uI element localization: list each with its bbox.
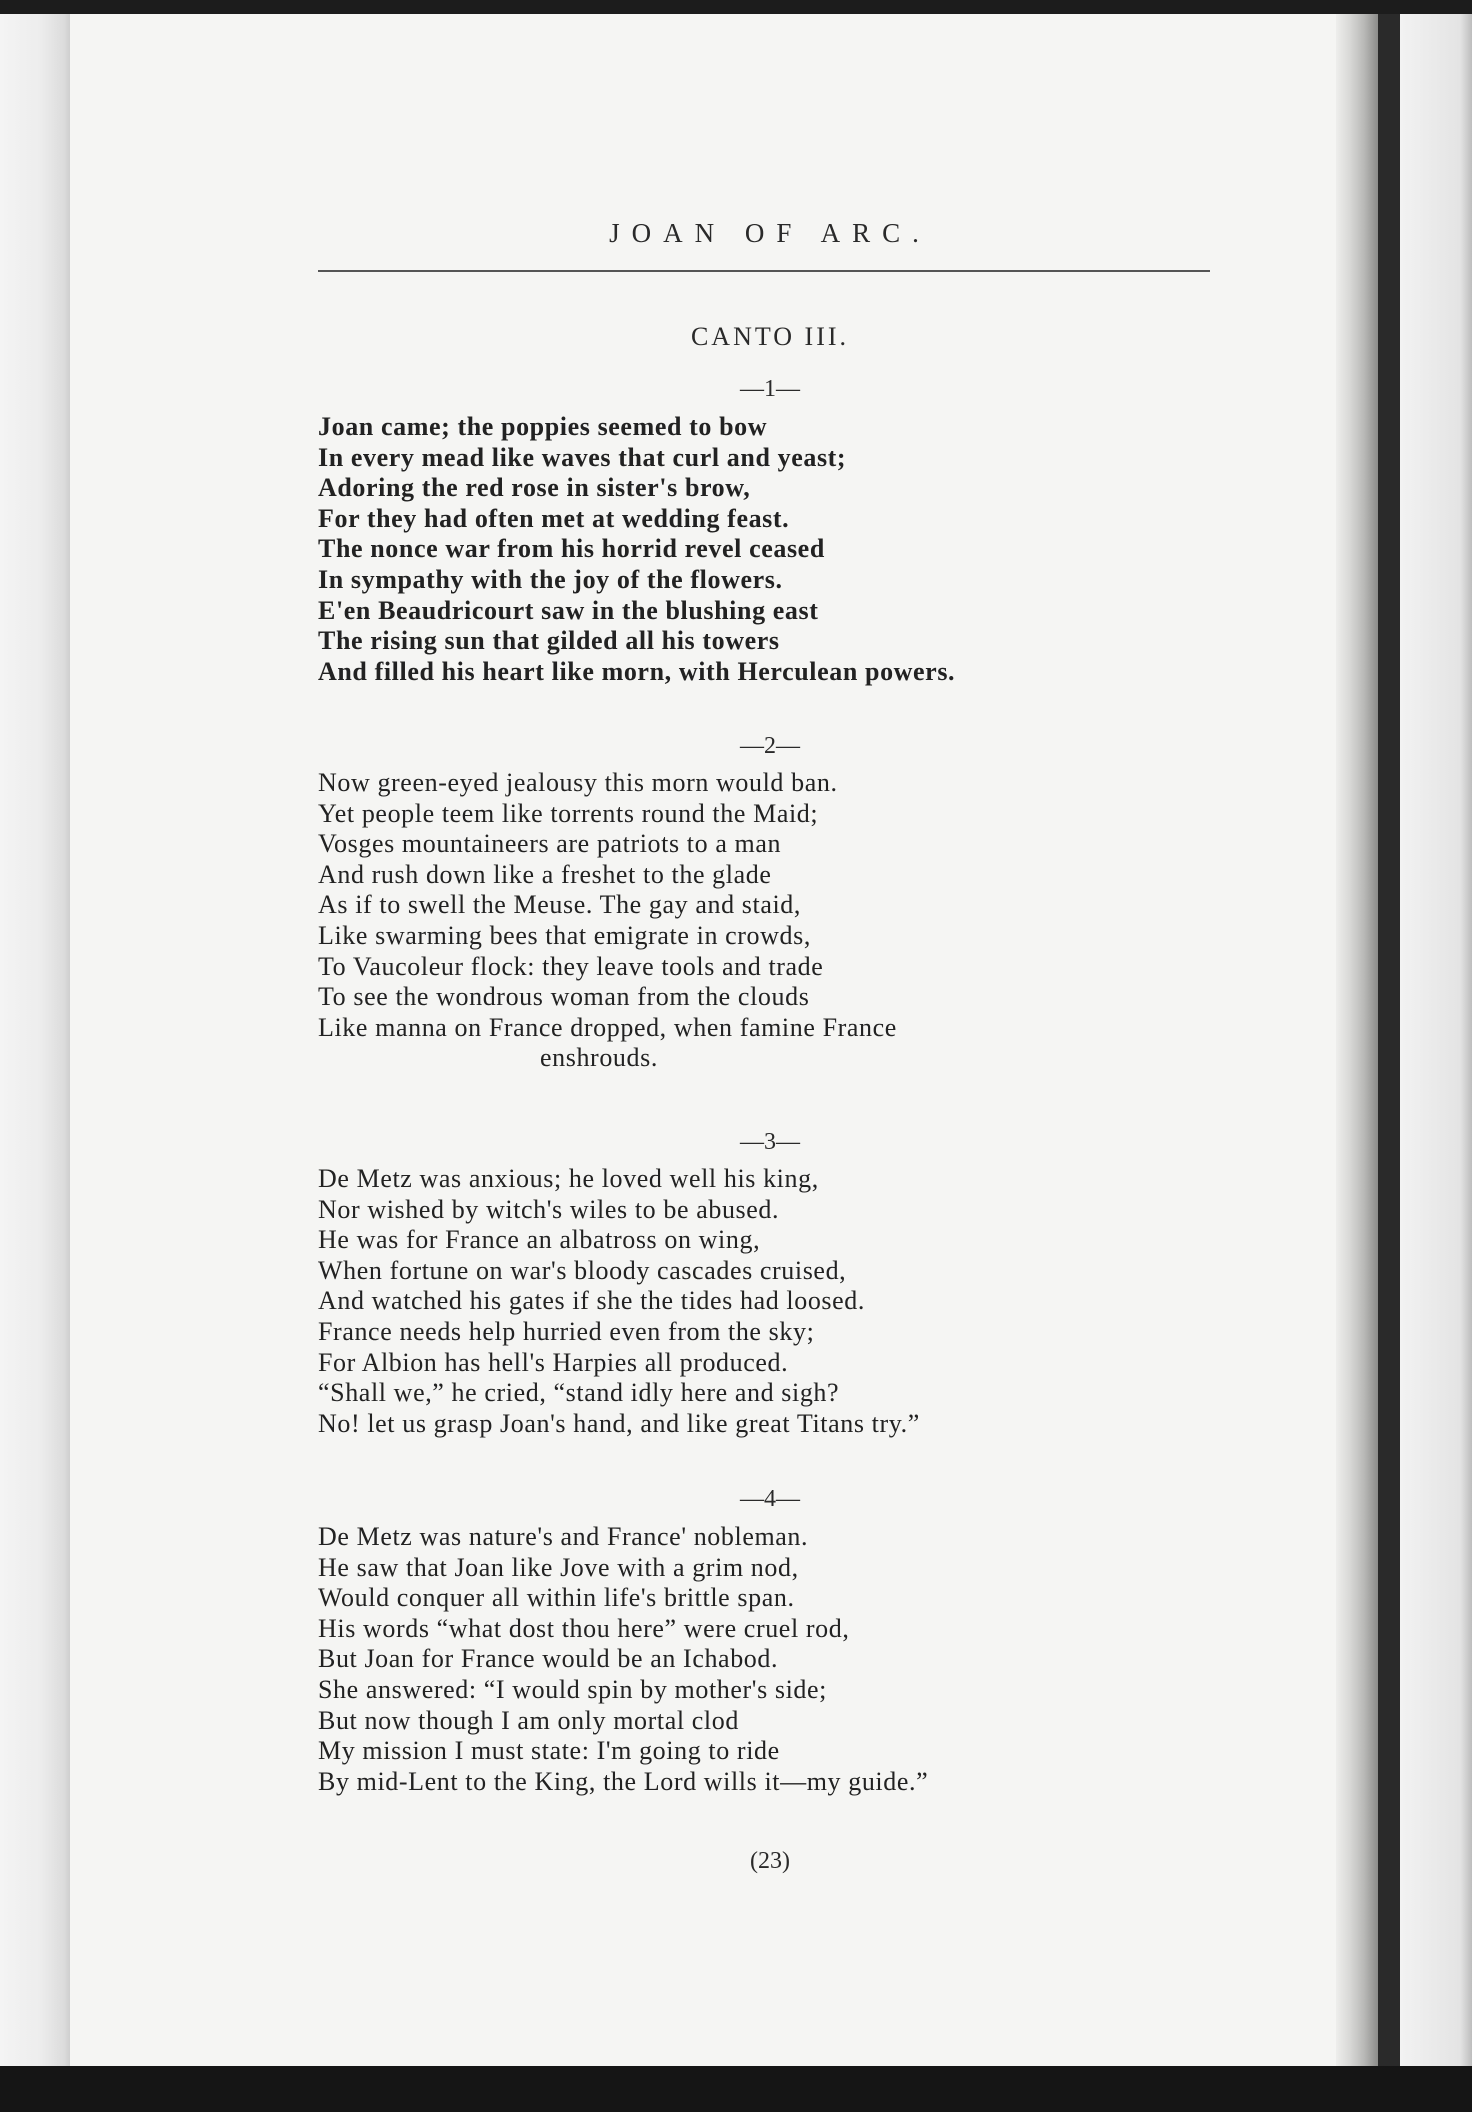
page-left-edge [0, 14, 70, 2066]
verse-line: De Metz was nature's and France' nobleman. [318, 1522, 809, 1551]
running-head: JOAN OF ARC. [609, 218, 931, 248]
verse-line: Nor wished by witch's wiles to be abused. [318, 1194, 780, 1224]
verse-line: Like manna on France dropped, when famine France [318, 1012, 897, 1042]
scan-bottom-border [0, 2066, 1472, 2112]
facing-page-edge [1400, 14, 1472, 2066]
stanza-1 [318, 412, 1198, 687]
page-number: (23) [750, 1848, 790, 1874]
verse-line: She answered: “I would spin by mother's side; [318, 1674, 827, 1704]
verse-line: Adoring the red rose in sister's brow, [318, 473, 751, 503]
verse-line: And filled his heart like morn, with Herculean powers. [318, 656, 956, 686]
verse-line: E'en Beaudricourt saw in the blushing east [318, 595, 819, 625]
header-rule [318, 270, 1210, 272]
verse-line: Now green-eyed jealousy this morn would ban. [318, 768, 838, 797]
verse-line: When fortune on war's bloody cascades cruised, [318, 1255, 847, 1285]
stanza-4 [318, 1522, 1198, 1797]
verse-line: Joan came; the poppies seemed to bow [318, 412, 768, 441]
verse-line: Vosges mountaineers are patriots to a man [318, 829, 782, 859]
stanza-3 [318, 1164, 1198, 1439]
canto-title: CANTO III. [690, 322, 850, 351]
stanza-number: —3— [740, 1129, 800, 1155]
stanza-2 [318, 768, 1198, 1074]
verse-line: To see the wondrous woman from the clouds [318, 982, 810, 1012]
verse-line: My mission I must state: I'm going to ride [318, 1736, 780, 1766]
verse-line: He saw that Joan like Jove with a grim nod, [318, 1552, 799, 1582]
verse-line: Like swarming bees that emigrate in crowds, [318, 920, 811, 950]
verse-line: By mid-Lent to the King, the Lord wills it—my guide.” [318, 1766, 929, 1796]
verse-line: In sympathy with the joy of the flowers. [318, 564, 783, 594]
verse-line: For Albion has hell's Harpies all produced. [318, 1347, 789, 1377]
verse-line: His words “what dost thou here” were cruel rod, [318, 1613, 850, 1643]
verse-line: But Joan for France would be an Ichabod. [318, 1644, 779, 1674]
verse-line: France needs help hurried even from the sky; [318, 1316, 815, 1346]
verse-line: Would conquer all within life's brittle span. [318, 1583, 795, 1613]
verse-line: And rush down like a freshet to the glade [318, 859, 772, 889]
stanza-number: —2— [740, 733, 800, 759]
verse-line: As if to swell the Meuse. The gay and staid, [318, 890, 801, 920]
gutter-shadow [1336, 14, 1378, 2066]
verse-line: In every mead like waves that curl and yeast; [318, 442, 847, 472]
verse-line: No! let us grasp Joan's hand, and like great Titans try.” [318, 1408, 920, 1438]
verse-line: The nonce war from his horrid revel ceased [318, 534, 825, 564]
scan-top-border [0, 0, 1472, 14]
verse-line: To Vaucoleur flock: they leave tools and trade [318, 951, 824, 981]
verse-line: The rising sun that gilded all his towers [318, 626, 780, 656]
verse-line: enshrouds. [540, 1043, 658, 1073]
verse-line: “Shall we,” he cried, “stand idly here and sigh? [318, 1378, 840, 1408]
verse-line: De Metz was anxious; he loved well his king, [318, 1164, 819, 1193]
verse-line: Yet people teem like torrents round the Maid; [318, 798, 819, 828]
stanza-number: —4— [740, 1486, 800, 1512]
stanza-number: —1— [740, 376, 800, 402]
verse-line: And watched his gates if she the tides had loosed. [318, 1286, 865, 1316]
verse-line: He was for France an albatross on wing, [318, 1225, 761, 1255]
verse-line: But now though I am only mortal clod [318, 1705, 739, 1735]
gutter-dark [1378, 14, 1400, 2066]
verse-line: For they had often met at wedding feast. [318, 503, 790, 533]
